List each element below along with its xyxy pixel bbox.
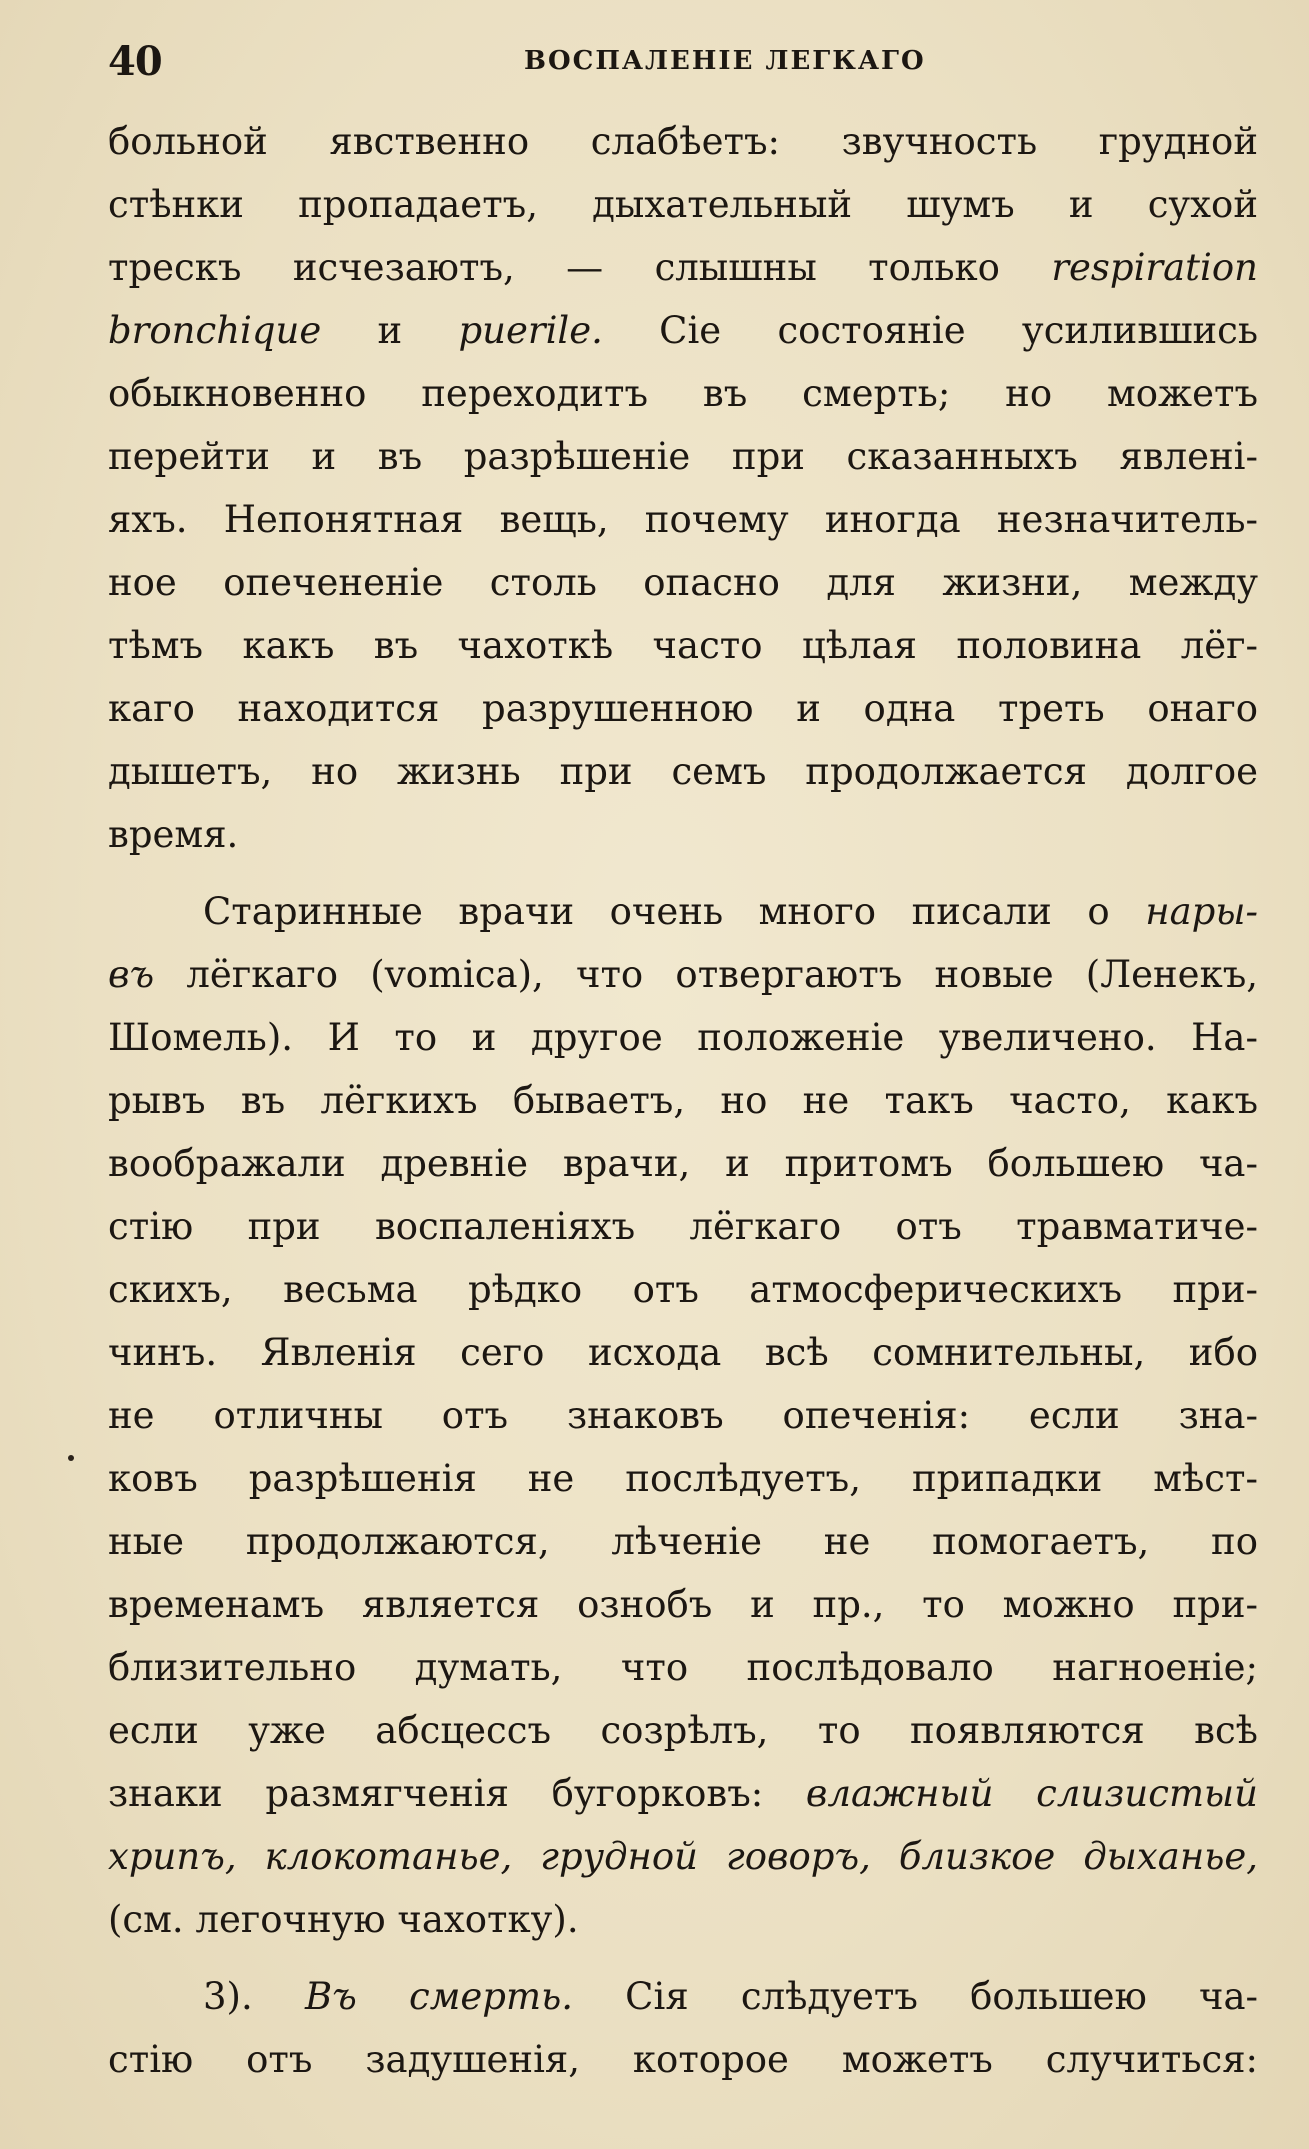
text-line: тѣмъ какъ въ чахоткѣ часто цѣлая половина лёг- — [108, 624, 1258, 667]
text-line: перейти и въ разрѣшеніе при сказанныхъ явлені- — [108, 435, 1258, 478]
text-line: время. — [108, 813, 239, 856]
running-head: ВОСПАЛЕНІЕ ЛЕГКАГО — [524, 46, 926, 76]
text-line: хрипъ, клокотанье, грудной говоръ, близкое дыханье, — [108, 1835, 1258, 1878]
text-line: bronchique и puerile. Сіе состояніе усилившись — [108, 309, 1258, 352]
text-line: Шомель). И то и другое положеніе увеличено. На- — [108, 1016, 1258, 1059]
text-line: каго находится разрушенною и одна треть онаго — [108, 687, 1258, 730]
text-line: ное опечененіе столь опасно для жизни, между — [108, 561, 1258, 604]
body-text — [108, 110, 1258, 2091]
text-line: дышетъ, но жизнь при семъ продолжается долгое — [108, 750, 1258, 793]
page-number: 40 — [108, 38, 162, 85]
text-line: не отличны отъ знаковъ опеченія: если зна- — [108, 1394, 1258, 1437]
text-line: воображали древніе врачи, и притомъ большею ча- — [108, 1142, 1258, 1185]
text-line: (см. легочную чахотку). — [108, 1898, 579, 1941]
text-line: обыкновенно переходитъ въ смерть; но можетъ — [108, 372, 1258, 415]
text-line: стѣнки пропадаетъ, дыхательный шумъ и сухой — [108, 183, 1258, 226]
text-line: чинъ. Явленія сего исхода всѣ сомнительны, ибо — [108, 1331, 1258, 1374]
text-line: ные продолжаются, лѣченіе не помогаетъ, по — [108, 1520, 1258, 1563]
text-line: яхъ. Непонятная вещь, почему иногда незначитель- — [108, 498, 1258, 541]
text-line: временамъ является ознобъ и пр., то можно при- — [108, 1583, 1258, 1626]
text-line: Старинные врачи очень много писали о нары- — [203, 890, 1258, 933]
text-line: если уже абсцессъ созрѣлъ, то появляются всѣ — [108, 1709, 1258, 1752]
text-line: больной явственно слабѣетъ: звучность грудной — [108, 120, 1258, 163]
text-line: близительно думать, что послѣдовало нагноеніе; — [108, 1646, 1258, 1689]
page-header — [108, 38, 1258, 102]
margin-mark — [68, 1455, 74, 1461]
text-line: знаки размягченія бугорковъ: влажный слизистый — [108, 1772, 1258, 1815]
text-line: 3). Въ смерть. Сія слѣдуетъ большею ча- — [203, 1975, 1258, 2018]
text-line: рывъ въ лёгкихъ бываетъ, но не такъ часто, какъ — [108, 1079, 1258, 1122]
text-line: скихъ, весьма рѣдко отъ атмосферическихъ при- — [108, 1268, 1258, 1311]
text-line: ковъ разрѣшенія не послѣдуетъ, припадки мѣст- — [108, 1457, 1258, 1500]
text-line: въ лёгкаго (vomica), что отвергаютъ новые (Ленекъ, — [108, 953, 1258, 996]
text-line: трескъ исчезаютъ, — слышны только respiration — [108, 246, 1258, 289]
text-line: стію отъ задушенія, которое можетъ случиться: — [108, 2038, 1258, 2081]
text-line: стію при воспаленіяхъ лёгкаго отъ травматиче- — [108, 1205, 1258, 1248]
